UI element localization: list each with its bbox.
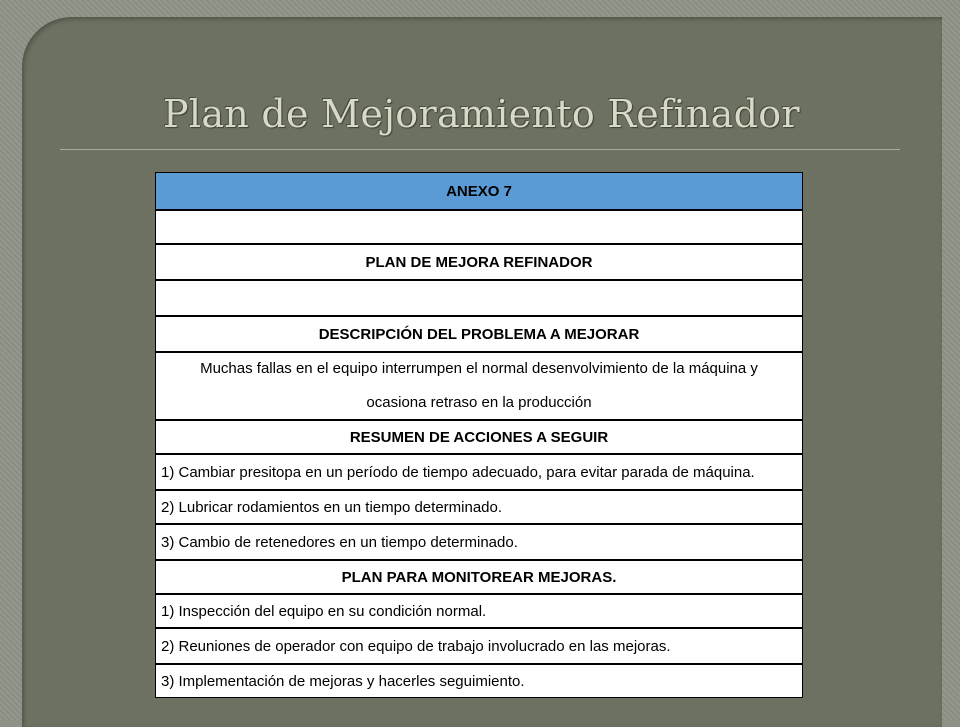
action-row: 2) Lubricar rodamientos en un tiempo determinado. xyxy=(156,491,802,525)
problem-line-2: ocasiona retraso en la producción xyxy=(366,394,592,411)
actions-header-row: RESUMEN DE ACCIONES A SEGUIR xyxy=(156,421,802,455)
monitor-row: 1) Inspección del equipo en su condición normal. xyxy=(156,595,802,629)
improvement-plan-table xyxy=(155,172,803,698)
monitor-row: 2) Reuniones de operador con equipo de trabajo involucrado en las mejoras. xyxy=(156,629,802,665)
monitor-row: 3) Implementación de mejoras y hacerles seguimiento. xyxy=(161,672,525,690)
problem-header-row: DESCRIPCIÓN DEL PROBLEMA A MEJORAR xyxy=(156,317,802,353)
problem-line-1: Muchas fallas en el equipo interrumpen el normal desenvolvimiento de la máquina y xyxy=(200,360,758,377)
title-divider xyxy=(60,149,900,150)
problem-description-row xyxy=(156,353,802,421)
action-row: 1) Cambiar presitopa en un período de tiempo adecuado, para evitar parada de máquina. xyxy=(156,455,802,491)
monitor-header-row: PLAN PARA MONITOREAR MEJORAS. xyxy=(156,561,802,595)
action-row: 3) Cambio de retenedores en un tiempo determinado. xyxy=(156,525,802,561)
empty-row xyxy=(156,281,802,317)
empty-row xyxy=(156,211,802,245)
anexo-header: ANEXO 7 xyxy=(156,173,802,211)
plan-title-row: PLAN DE MEJORA REFINADOR xyxy=(156,245,802,281)
slide-title: Plan de Mejoramiento Refinador xyxy=(163,92,800,136)
